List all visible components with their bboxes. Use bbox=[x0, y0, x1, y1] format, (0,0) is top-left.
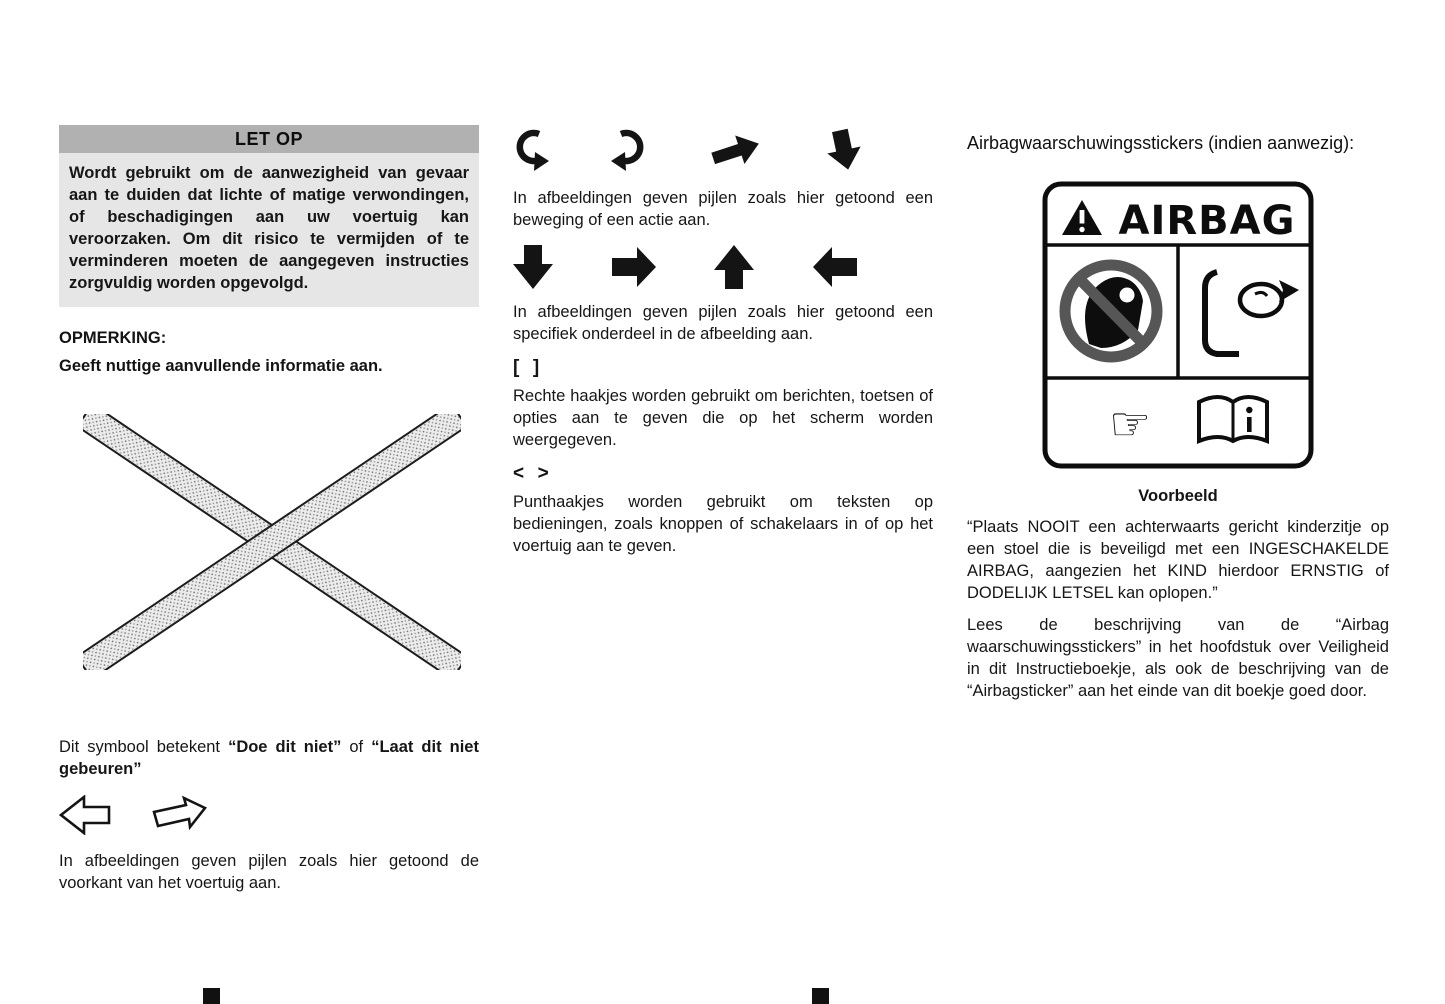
note-text: Geeft nuttige aanvullende informatie aan. bbox=[59, 357, 383, 375]
caption-segment-bold: “Doe dit niet” bbox=[228, 738, 342, 756]
airbag-read-more: Lees de beschrijving van de “Airbag waarschuwingsstickers” in het hoofdstuk over Veiligheid in dit Instructieboekje, als ook de beschrijving van de “Airbagsticker” aan het einde van dit boekje goed door. bbox=[967, 616, 1389, 700]
sticker-caption: Voorbeeld bbox=[1138, 487, 1218, 505]
square-brackets-text: Rechte haakjes worden gebruikt om berichten, toetsen of opties aan te geven die op het scherm worden weergegeven. bbox=[513, 387, 933, 449]
block-arrow-right-icon bbox=[612, 247, 656, 287]
print-mark bbox=[812, 988, 829, 1004]
caution-box-title: LET OP bbox=[59, 125, 479, 153]
angle-brackets-symbol: < > bbox=[513, 463, 550, 484]
do-not-symbol bbox=[83, 414, 461, 670]
pointing-hand-icon: ☞ bbox=[1109, 397, 1152, 452]
block-arrow-left-icon bbox=[813, 247, 857, 287]
do-not-symbol-caption bbox=[59, 736, 479, 780]
motion-arrow-northeast-icon bbox=[709, 132, 763, 170]
movement-arrows-text: In afbeeldingen geven pijlen zoals hier getoond een beweging of een actie aan. bbox=[513, 189, 933, 229]
outline-arrow-right-icon bbox=[149, 795, 209, 835]
caption-segment: Dit symbool betekent bbox=[59, 738, 229, 756]
front-arrow-text: In afbeeldingen geven pijlen zoals hier getoond de voorkant van het voertuig aan. bbox=[59, 852, 479, 892]
motion-arrow-down-icon bbox=[825, 128, 863, 174]
print-mark bbox=[203, 988, 220, 1004]
caution-box-body: Wordt gebruikt om de aanwezigheid van gevaar aan te duiden dat lichte of matige verwondingen, of beschadigingen aan uw voertuig kan veroorzaken. Om dit risico te vermijden of te verminderen moeten de aangegeven instructies zorgvuldig worden opgevolgd. bbox=[59, 153, 479, 307]
block-arrow-up-icon bbox=[714, 245, 754, 289]
middle-column bbox=[513, 127, 933, 557]
do-not-x-icon bbox=[83, 414, 461, 670]
pointer-arrows bbox=[513, 245, 857, 289]
caution-box bbox=[59, 125, 479, 307]
front-direction-arrows bbox=[59, 793, 479, 837]
manual-book-icon bbox=[1199, 397, 1267, 441]
note-heading: OPMERKING: bbox=[59, 329, 167, 347]
airbag-warning-quote: “Plaats NOOIT een achterwaarts gericht kinderzitje op een stoel die is beveiligd met een INGESCHAKELDE AIRBAG, aangezien het KIND hierdoor ERNSTIG of DODELIJK LETSEL kan oplopen.” bbox=[967, 518, 1389, 602]
square-brackets-symbol: [ ] bbox=[513, 357, 541, 378]
caption-segment: of bbox=[341, 738, 372, 756]
motion-arrow-curl-left-icon bbox=[513, 128, 549, 174]
airbag-sticker-figure bbox=[967, 180, 1389, 475]
caption-segment-bold: “Laat dit niet gebeuren” bbox=[59, 738, 479, 778]
pointer-arrows-text: In afbeeldingen geven pijlen zoals hier getoond een specifiek onderdeel in de afbeelding aan. bbox=[513, 303, 933, 343]
airbag-sticker bbox=[1041, 180, 1315, 470]
right-column bbox=[967, 133, 1389, 702]
motion-arrow-curl-right-icon bbox=[611, 128, 647, 174]
airbag-section-heading: Airbagwaarschuwingsstickers (indien aanwezig): bbox=[967, 133, 1355, 153]
block-arrow-down-icon bbox=[513, 245, 553, 289]
angle-brackets-text: Punthaakjes worden gebruikt om teksten op bedieningen, zoals knoppen of schakelaars in of op het voertuig aan te geven. bbox=[513, 493, 933, 555]
airbag-label: AIRBAG bbox=[1118, 198, 1296, 244]
movement-arrows bbox=[513, 127, 863, 175]
left-column bbox=[59, 125, 479, 894]
outline-arrow-left-icon bbox=[59, 795, 111, 835]
